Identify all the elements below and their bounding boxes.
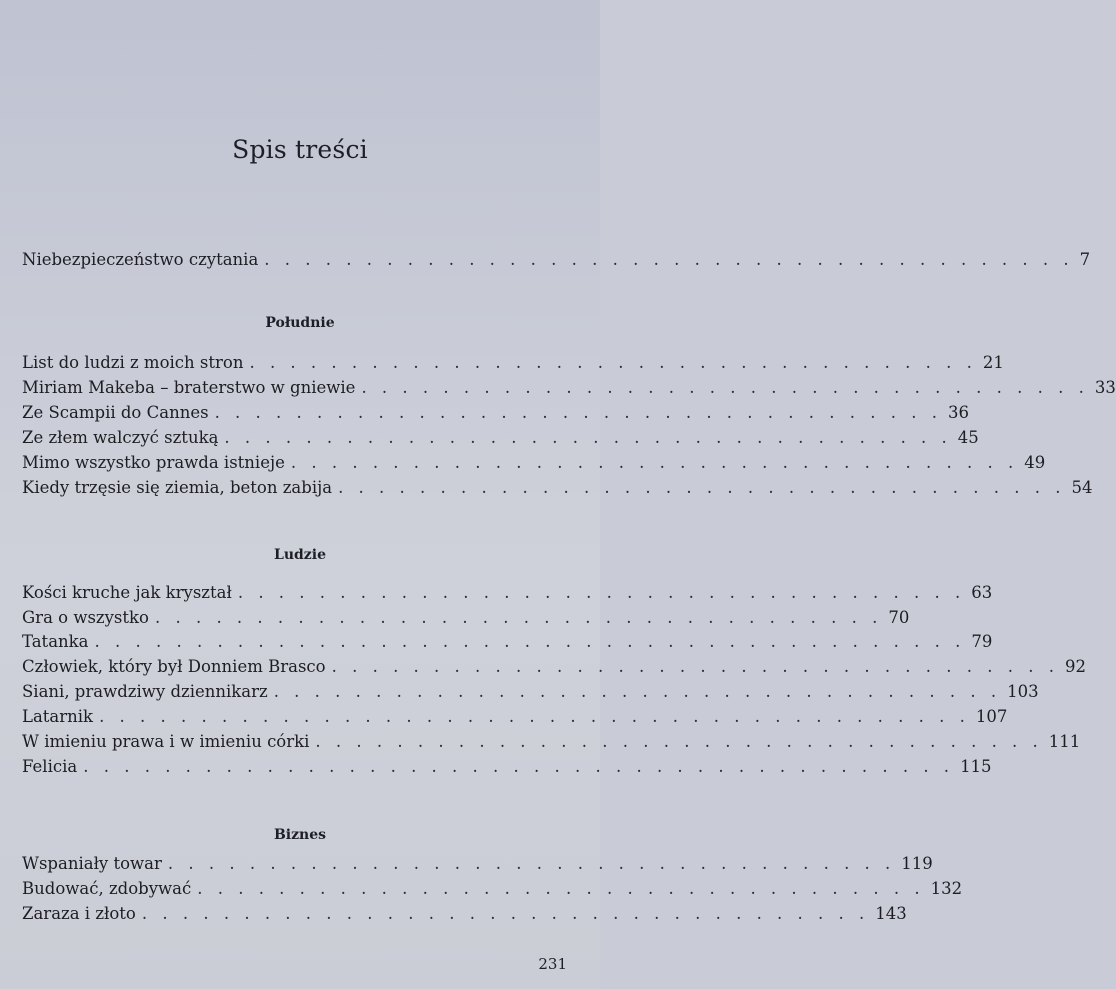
dot-leader: . . . . . . . . . . . . . . . . . . . . . . . . . . . . . . . . . . . . [141,904,870,923]
toc-entry [22,378,1116,400]
toc-entry [22,608,910,630]
dot-leader: . . . . . . . . . . . . . . . . . . . . . . . . . . . . . . . . . . . . [237,583,966,602]
dot-leader: . . . . . . . . . . . . . . . . . . . . . . . . . . . . . . . . . . . . [167,854,896,873]
toc-entry-label: Tatanka [22,632,89,651]
toc-entry-page: 49 [1024,453,1046,472]
dot-leader: . . . . . . . . . . . . . . . . . . . . . . . . . . . . . . . . . . . . [315,732,1043,751]
toc-entry-label: Miriam Makeba – braterstwo w gniewie [22,378,356,397]
dot-leader: . . . . . . . . . . . . . . . . . . . . . . . . . . . . . . . . . . . . [331,657,1059,676]
toc-entry [22,453,1046,475]
toc-entry-page: 107 [975,707,1008,726]
toc-entry-page: 63 [971,583,993,602]
page-number: 231 [538,955,567,973]
toc-entry [22,632,993,654]
toc-entry-label: Zaraza i złoto [22,904,136,923]
dot-leader: . . . . . . . . . . . . . . . . . . . . . . . . . . . . . . . . . . . . [361,378,1089,397]
toc-entry-page: 45 [957,428,979,447]
toc-entry-label: Latarnik [22,707,94,726]
toc-entry-label: Niebezpieczeństwo czytania [22,250,259,269]
toc-entry-label: Gra o wszystko [22,608,149,627]
toc-entry [22,478,1093,500]
toc-entry-label: Budować, zdobywać [22,879,192,898]
section-heading-biznes: Biznes [273,827,327,843]
toc-entry [22,583,993,605]
toc-entry-label: Ze Scampii do Cannes [22,403,209,422]
dot-leader: . . . . . . . . . . . . . . . . . . . . . . . . . . . . . . . . . . . . . . . . . . . [94,632,966,651]
dot-leader: . . . . . . . . . . . . . . . . . . . . . . . . . . . . . . . . . . . . . . . . [264,250,1074,269]
toc-entry-page: 54 [1071,478,1093,497]
toc-entry [22,353,1004,375]
page-title: Spis treści [232,135,368,164]
toc-entry [22,732,1081,754]
toc-entry-label: Wspaniały towar [22,854,162,873]
toc-entry-label: List do ludzi z moich stron [22,353,244,372]
toc-entry [22,879,963,901]
toc-entry-page: 33 [1094,378,1116,397]
toc-entry-page: 111 [1048,732,1081,751]
toc-entry [22,682,1039,704]
dot-leader: . . . . . . . . . . . . . . . . . . . . . . . . . . . . . . . . . . . . [290,453,1019,472]
toc-entry-page: 119 [901,854,933,873]
dot-leader: . . . . . . . . . . . . . . . . . . . . . . . . . . . . . . . . . . . . [273,682,1002,701]
toc-entry [22,657,1086,679]
toc-entry-label: Człowiek, który był Donniem Brasco [22,657,326,676]
section-heading-poludnie: Południe [265,315,335,331]
dot-leader: . . . . . . . . . . . . . . . . . . . . . . . . . . . . . . . . . . . . . . . . . . . [99,707,970,726]
section-heading-ludzie: Ludzie [274,547,326,563]
dot-leader: . . . . . . . . . . . . . . . . . . . . . . . . . . . . . . . . . . . . [214,403,942,422]
toc-entry-page: 92 [1064,657,1086,676]
toc-entry-label: Felicia [22,757,78,776]
toc-entry-label: Kości kruche jak kryształ [22,583,232,602]
toc-entry [22,854,933,876]
toc-entry [22,403,969,425]
toc-entry [22,707,1008,729]
dot-leader: . . . . . . . . . . . . . . . . . . . . . . . . . . . . . . . . . . . . [224,428,952,447]
toc-entry-label: Kiedy trzęsie się ziemia, beton zabija [22,478,333,497]
toc-entry-page: 70 [888,608,910,627]
dot-leader: . . . . . . . . . . . . . . . . . . . . . . . . . . . . . . . . . . . . . . . . . . . [83,757,955,776]
dot-leader: . . . . . . . . . . . . . . . . . . . . . . . . . . . . . . . . . . . . [338,478,1066,497]
toc-entry-page: 7 [1079,250,1091,269]
toc-entry-page: 79 [971,632,993,651]
toc-entry-page: 132 [930,879,963,898]
toc-entry-page: 21 [982,353,1004,372]
toc-entry-label: Siani, prawdziwy dziennikarz [22,682,268,701]
dot-leader: . . . . . . . . . . . . . . . . . . . . . . . . . . . . . . . . . . . . [249,353,977,372]
toc-entry-page: 143 [875,904,907,923]
toc-entry [22,428,979,450]
toc-entry-page: 103 [1007,682,1039,701]
dot-leader: . . . . . . . . . . . . . . . . . . . . . . . . . . . . . . . . . . . . [154,608,883,627]
toc-entry-label: Mimo wszystko prawda istnieje [22,453,285,472]
dot-leader: . . . . . . . . . . . . . . . . . . . . . . . . . . . . . . . . . . . . [197,879,925,898]
toc-entry-page: 36 [947,403,969,422]
toc-entry [22,904,907,926]
toc-entry-label: Ze złem walczyć sztuką [22,428,219,447]
toc-entry-intro [22,250,1091,272]
toc-entry [22,757,992,779]
toc-entry-label: W imieniu prawa i w imieniu córki [22,732,310,751]
toc-entry-page: 115 [960,757,992,776]
